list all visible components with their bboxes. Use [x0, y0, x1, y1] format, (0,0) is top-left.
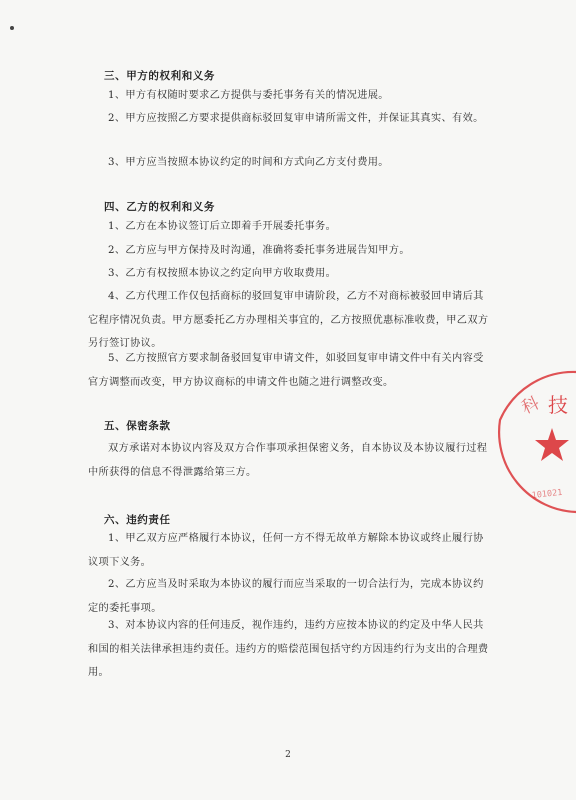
seal-star-icon: [535, 428, 569, 461]
section-3-item-1: 1、甲方有权随时要求乙方提供与委托事务有关的情况进展。: [108, 90, 389, 101]
section-4-item-3: 3、乙方有权按照本协议之约定向甲方收取费用。: [108, 268, 337, 279]
section-4-title: 四、乙方的权利和义务: [104, 201, 215, 213]
section-6-item-2: 2、乙方应当及时采取为本协议的履行而应当采取的一切合法行为，完成本协议约定的委托事项。: [88, 579, 484, 614]
section-5-paragraph: 双方承诺对本协议内容及双方合作事项承担保密义务，自本协议及本协议履行过程中所获得的信息不得泄露给第三方。: [88, 443, 488, 478]
seal-number: 101021: [531, 487, 563, 501]
page-number: 2: [285, 750, 291, 760]
section-4-item-2: 2、乙方应与甲方保持及时沟通，准确将委托事务进展告知甲方。: [108, 245, 410, 256]
section-3-title: 三、甲方的权利和义务: [104, 70, 215, 82]
section-6-item-3: 3、对本协议内容的任何违反，视作违约，违约方应按本协议的约定及中华人民共和国的相关法律承担违约责任。违约方的赔偿范围包括守约方因违约行为支出的合理费用。: [88, 620, 489, 678]
section-3-item-2: 2、甲方应按照乙方要求提供商标驳回复审申请所需文件，并保证其真实、有效。: [108, 113, 484, 124]
section-6-item-1: 1、甲乙双方应严格履行本协议，任何一方不得无故单方解除本协议或终止履行协议项下义务。: [88, 533, 484, 568]
seal-text: 技: [548, 393, 568, 417]
section-4-item-4: 4、乙方代理工作仅包括商标的驳回复审申请阶段，乙方不对商标被驳回申请后其它程序情况负责。甲方愿委托乙方办理相关事宜的，乙方按照优惠标准收费，甲乙双方另行签订协议。: [88, 291, 489, 349]
section-6-title: 六、违约责任: [104, 514, 171, 526]
section-4-item-1: 1、乙方在本协议签订后立即着手开展委托事务。: [108, 221, 337, 232]
section-4-item-5: 5、乙方按照官方要求制备驳回复审申请文件，如驳回复审申请文件中有关内容受官方调整而改变，甲方协议商标的申请文件也随之进行调整改变。: [88, 353, 484, 388]
section-5-title: 五、保密条款: [104, 420, 171, 432]
seal-side-text: 科: [518, 393, 543, 419]
section-3-item-3: 3、甲方应当按照本协议约定的时间和方式向乙方支付费用。: [108, 157, 389, 168]
